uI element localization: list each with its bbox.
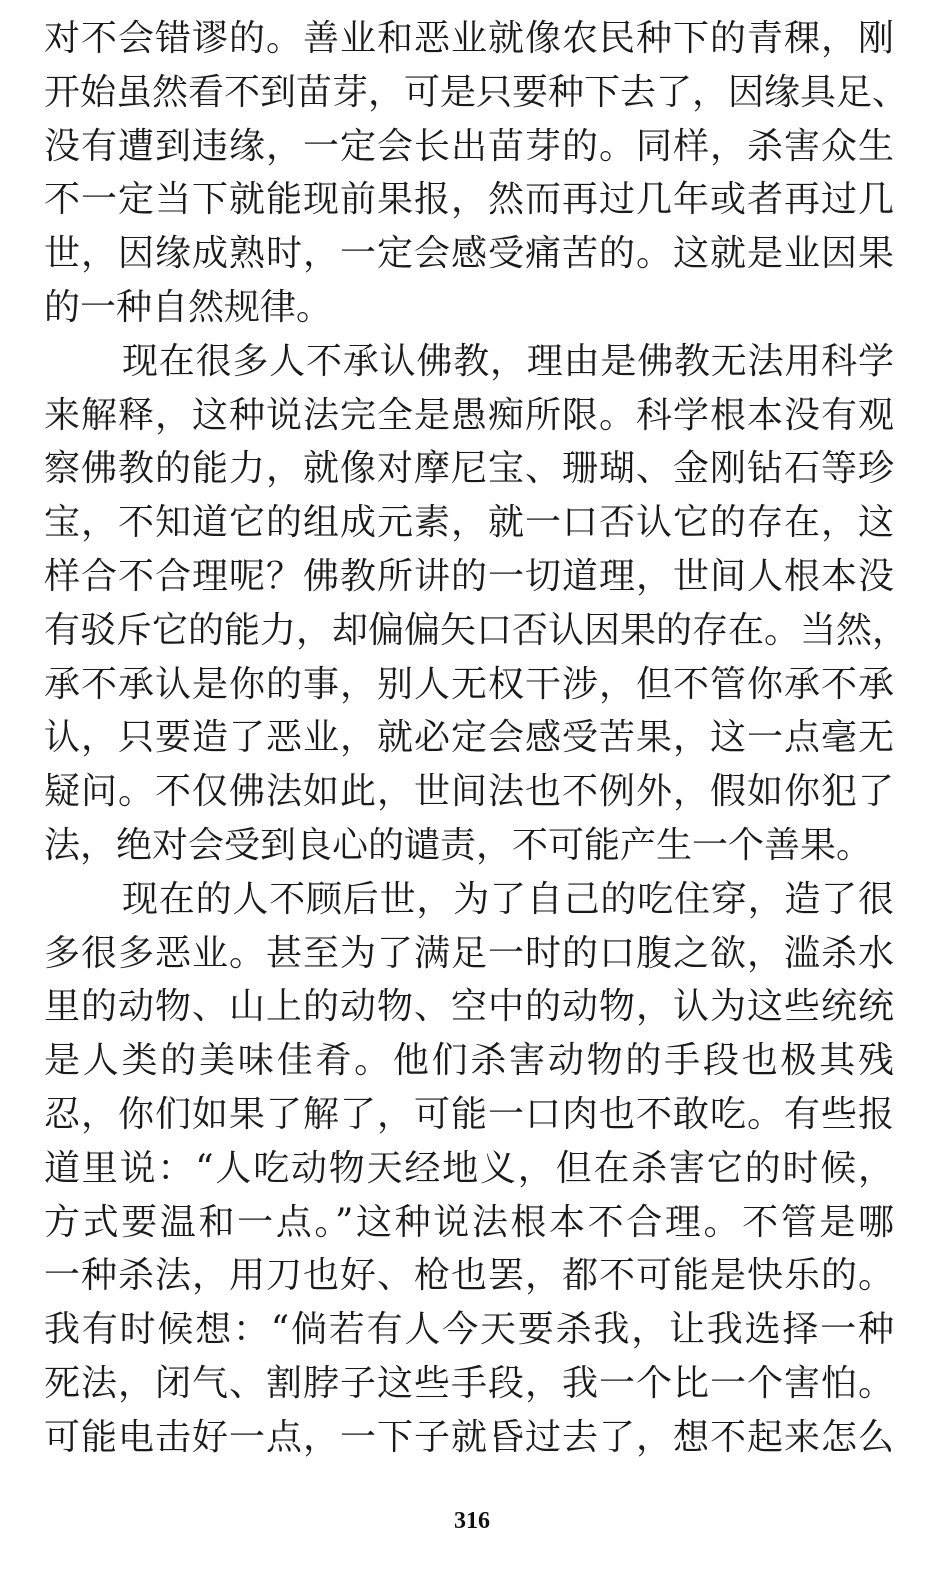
paragraph-start-line: 现在很多人不承认佛教，理由是佛教无法用科学 (122, 340, 894, 382)
text-line: 没有遭到违缘，一定会长出苗芽的。同样，杀害众生 (44, 125, 894, 167)
text-line: 法，绝对会受到良心的谴责，不可能产生一个善果。 (44, 824, 873, 866)
text-line: 可能电击好一点，一下子就昏过去了，想不起来怎么 (44, 1416, 894, 1458)
text-line: 一种杀法，用刀也好、枪也罢，都不可能是快乐的。 (44, 1255, 894, 1297)
text-line: 死法，闭气、割脖子这些手段，我一个比一个害怕。 (44, 1362, 894, 1404)
text-line: 道里说：“人吃动物天经地义，但在杀害它的时候， (44, 1147, 894, 1189)
text-line: 不一定当下就能现前果报，然而再过几年或者再过几 (44, 179, 894, 221)
text-line: 的一种自然规律。 (44, 286, 333, 328)
text-line: 来解释，这种说法完全是愚痴所限。科学根本没有观 (44, 394, 894, 436)
text-line: 有驳斥它的能力，却偏偏矢口否认因果的存在。当然， (44, 609, 909, 651)
text-line: 是人类的美味佳肴。他们杀害动物的手段也极其残 (44, 1040, 894, 1082)
text-line: 多很多恶业。甚至为了满足一时的口腹之欲，滥杀水 (44, 932, 894, 974)
text-line: 对不会错谬的。善业和恶业就像农民种下的青稞，刚 (44, 18, 894, 59)
text-line: 忍，你们如果了解了，可能一口肉也不敢吃。有些报 (44, 1093, 894, 1135)
text-line: 宝，不知道它的组成元素，就一口否认它的存在，这 (44, 502, 894, 544)
text-line: 疑问。不仅佛法如此，世间法也不例外，假如你犯了 (44, 771, 894, 813)
text-line: 方式要温和一点。”这种说法根本不合理。不管是哪 (44, 1201, 894, 1243)
paragraph-start-line: 现在的人不顾后世，为了自己的吃住穿，造了很 (122, 878, 894, 920)
text-line: 察佛教的能力，就像对摩尼宝、珊瑚、金刚钻石等珍 (44, 448, 894, 490)
body-text (44, 12, 909, 1465)
text-line: 世，因缘成熟时，一定会感受痛苦的。这就是业因果 (44, 233, 894, 275)
text-line: 承不承认是你的事，别人无权干涉，但不管你承不承 (44, 663, 894, 705)
text-line: 样合不合理呢？佛教所讲的一切道理，世间人根本没 (44, 555, 894, 597)
text-line: 里的动物、山上的动物、空中的动物，认为这些统统 (44, 986, 894, 1028)
text-line: 开始虽然看不到苗芽，可是只要种下去了，因缘具足、 (44, 71, 909, 113)
text-line: 认，只要造了恶业，就必定会感受苦果，这一点毫无 (44, 717, 894, 759)
page-number: 316 (454, 1508, 490, 1534)
text-line: 我有时候想：“倘若有人今天要杀我，让我选择一种 (44, 1309, 894, 1351)
